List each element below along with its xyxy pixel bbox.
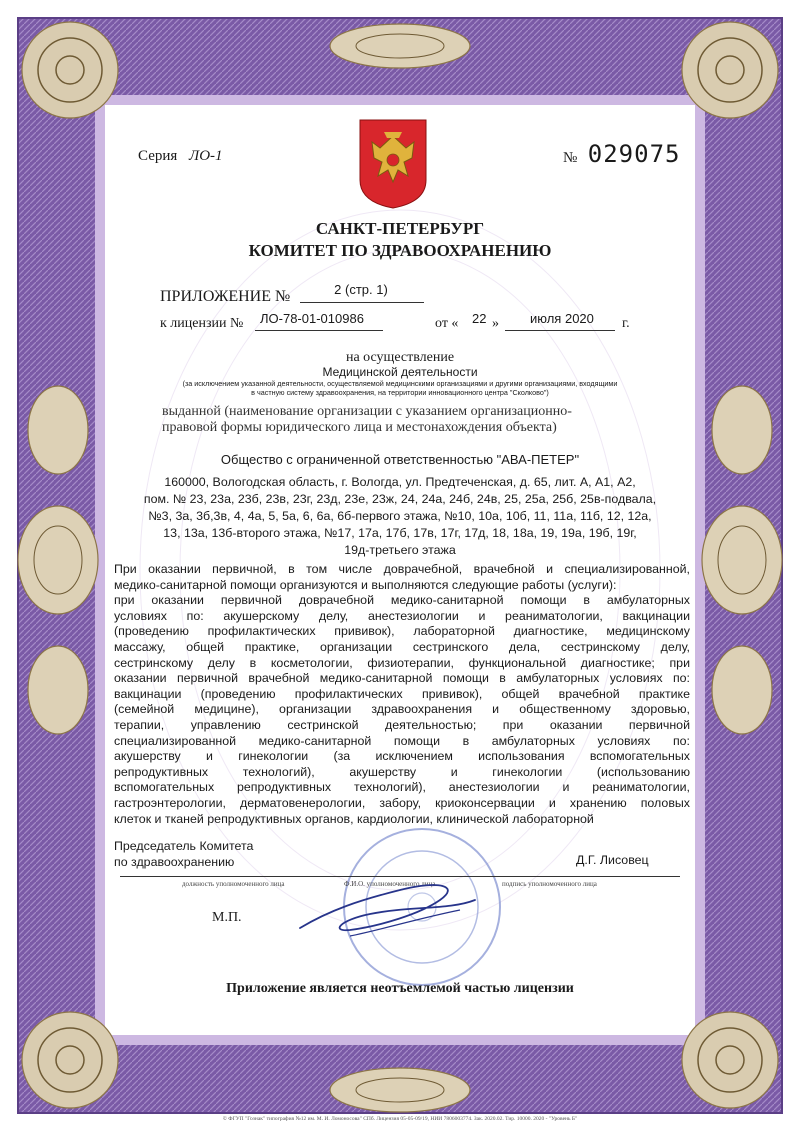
- appendix-note: Приложение является неотъемлемой частью лицензии: [226, 981, 574, 996]
- coat-of-arms-emblem: [358, 118, 428, 210]
- caption-name: Ф.И.О. уполномоченного лица: [344, 880, 436, 888]
- handwritten-signature: [290, 870, 490, 950]
- authority-committee: КОМИТЕТ ПО ЗДРАВООХРАНЕНИЮ: [248, 241, 552, 260]
- services-line: При оказании первичной, в том числе доврачебной, врачебной и специализированной,: [114, 562, 690, 576]
- number-label: №: [563, 150, 578, 166]
- services-line: сестринскому делу в косметологии, физиотерапии, функциональной диагностике; при: [114, 655, 690, 670]
- address-line: 19д-третьего этажа: [344, 543, 456, 557]
- authority-city: САНКТ-ПЕТЕРБУРГ: [315, 219, 485, 238]
- services-line: при оказании первичной доврачебной медико-санитарной помощи в амбулаторных: [114, 593, 690, 608]
- services-line: массажу, общей практике, организации сестринского дела, сестринскому делу,: [114, 639, 690, 654]
- services-line: акушерству и гинекологии (за исключением использования вспомогательных: [114, 749, 690, 764]
- address-line: пом. № 23, 23а, 23б, 23в, 23г, 23д, 23е, 23ж, 24, 24а, 24б, 24в, 25, 25а, 25б, 25в-подвала,: [143, 492, 657, 506]
- date-from-label: от «: [435, 316, 459, 331]
- services-line: гастроэнтерологии, дерматовенерологии, забору, криоконсервации и хранению половых: [114, 795, 690, 810]
- address-line: 13, 13а, 13б-второго этажа, №17, 17а, 17б, 17в, 17г, 17д, 18, 18а, 19, 19а, 19б, 19г,: [163, 526, 637, 540]
- license-label: к лицензии №: [160, 316, 244, 331]
- services-line: терапии, управлению сестринской деятельностью; при оказании первичной: [114, 717, 690, 732]
- date-sep: »: [492, 316, 499, 331]
- services-line: вспомогательных репродуктивных технологий), анестезиологии и реаниматологии,: [114, 780, 690, 795]
- date-suffix: г.: [622, 316, 630, 331]
- seal-place-label: М.П.: [212, 910, 242, 925]
- services-text: [114, 562, 690, 827]
- services-line: условиях по: акушерскому делу, анестезиологии и реаниматологии, вакцинации: [114, 608, 690, 623]
- address-line: №3, 3а, 3б,3в, 4, 4а, 5, 5а, 6, 6а, 6б-первого этажа, №10, 10а, 10б, 11, 11а, 11б, 12, 12а,: [148, 509, 652, 523]
- caption-signature: подпись уполномоченного лица: [502, 880, 597, 888]
- series-value: ЛО-1: [189, 148, 223, 164]
- signer-name: Д.Г. Лисовец: [576, 853, 649, 867]
- appendix-value: 2 (стр. 1): [334, 282, 388, 297]
- address-line: 160000, Вологодская область, г. Вологда, ул. Предтеченская, д. 65, лит. А, А1, А2,: [164, 475, 636, 489]
- services-line: медико-санитарной помощи организуются и выполняются следующие работы (услуги):: [114, 577, 617, 592]
- activity-exception-1: (за исключением указанной деятельности, осуществляемой медицинскими организациями и другими организациями, входящими: [182, 379, 618, 388]
- printer-imprint: © ФГУП "Гознак" типография №12 им. М. И. Ломоносова" СПб. Лицензия 05-05-09/19, НИИ 7806003774. Зак. 2020.02. Тир. 10000. 2020 - "Уровень Б": [222, 1116, 578, 1122]
- appendix-label: ПРИЛОЖЕНИЕ №: [160, 288, 291, 305]
- issued-caption-1: выданной (наименование организации с указанием организационно-: [162, 404, 572, 419]
- issued-caption-2: правовой формы юридического лица и местонахождения объекта): [162, 420, 557, 435]
- services-line: (проведению профилактических прививок), лабораторной диагностике, медицинскому: [114, 624, 690, 639]
- date-day: 22: [472, 311, 487, 326]
- date-month-year: июля 2020: [530, 311, 594, 326]
- services-line: репродуктивных технологий), акушерству и гинекологии (использованию: [114, 764, 690, 779]
- activity-intro: на осуществление: [345, 350, 455, 365]
- organization-address: [110, 474, 690, 559]
- activity-type: Медицинской деятельности: [322, 365, 478, 379]
- activity-exception-2: в частную систему здравоохранения, на территории инновационного центра "Сколково"): [251, 388, 549, 397]
- services-line: специализированной медико-санитарной помощи в амбулаторных условиях по:: [114, 733, 690, 748]
- signer-position-1: Председатель Комитета: [114, 839, 254, 853]
- organization-name: Общество с ограниченной ответственностью "АВА-ПЕТЕР": [220, 452, 580, 467]
- services-line: клеток и тканей репродуктивных органов, кардиологии, клинической лабораторной: [114, 811, 594, 826]
- services-line: оказании первичной врачебной медико-санитарной помощи в амбулаторных условиях по:: [114, 671, 690, 686]
- services-line: (семейной медицине), организации здравоохранения и общественному здоровью,: [114, 702, 690, 717]
- caption-position: должность уполномоченного лица: [182, 880, 285, 888]
- license-number: ЛО-78-01-010986: [260, 311, 364, 326]
- blank-number: 029075: [587, 140, 681, 168]
- signer-position-2: по здравоохранению: [114, 855, 235, 869]
- services-line: вакцинации (проведению профилактических прививок), общей врачебной практике: [114, 686, 690, 701]
- series-label: Серия: [138, 148, 178, 164]
